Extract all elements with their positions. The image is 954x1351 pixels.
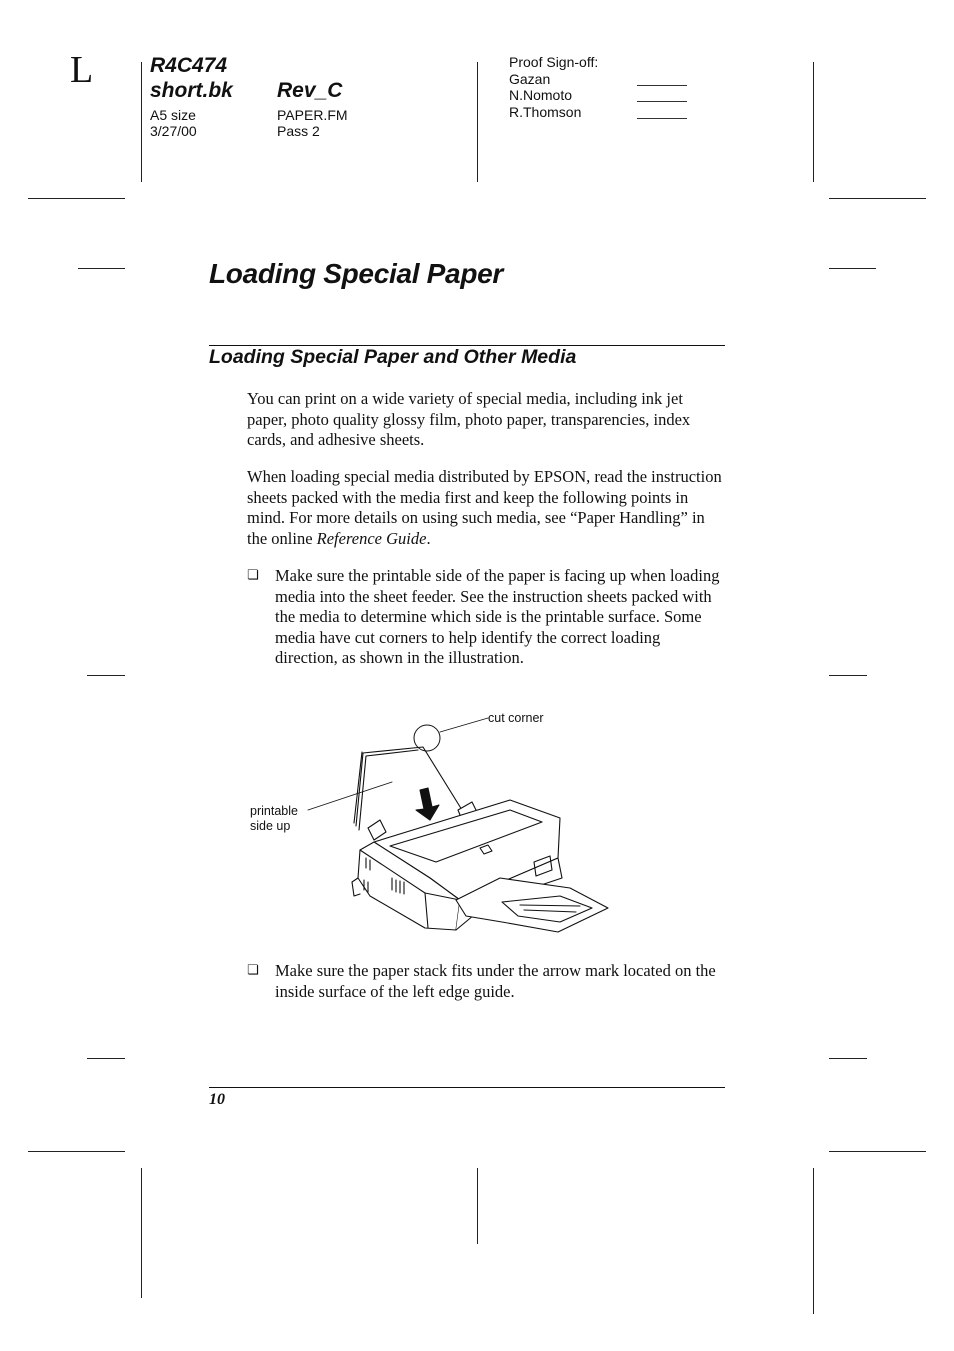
signoff-line [637, 118, 687, 119]
crop-mark [28, 198, 125, 199]
crop-mark [477, 62, 478, 182]
crop-mark [829, 675, 867, 676]
label-printable: printable [250, 804, 298, 818]
crop-mark [829, 1058, 867, 1059]
printer-illustration [240, 700, 630, 945]
crop-mark [141, 1168, 142, 1298]
header-book: short.bk [150, 79, 233, 102]
page-title: Loading Special Paper [209, 258, 504, 289]
crop-mark [141, 62, 142, 182]
crop-mark [78, 268, 125, 269]
proof-name: Gazan [509, 71, 551, 87]
bullet-checkbox-icon: ❏ [247, 963, 259, 978]
label-cut-corner: cut corner [488, 711, 544, 725]
paragraph-text: When loading special media distributed by EPSON, read the instruction sheets packed with the media first and keep the following points in mind. For more details on using such media, see “Paper Handling” in the online [247, 467, 722, 548]
header-size: A5 size [150, 107, 196, 123]
crop-mark [829, 1151, 926, 1152]
paragraph-end: . [426, 528, 431, 548]
bullet-checkbox-icon: ❏ [247, 568, 259, 583]
section-heading: Loading Special Paper and Other Media [209, 346, 577, 368]
label-side-up: side up [250, 819, 291, 833]
footer-rule [209, 1087, 725, 1088]
header-date: 3/27/00 [150, 123, 197, 139]
crop-mark [829, 198, 926, 199]
reference-guide-title: Reference Guide [316, 528, 427, 548]
header-file: PAPER.FM [277, 107, 348, 123]
signoff-line [637, 101, 687, 102]
bullet-item: Make sure the paper stack fits under the arrow mark located on the inside surface of the left edge guide. [275, 961, 716, 1001]
paragraph-intro: You can print on a wide variety of special media, including ink jet paper, photo quality glossy film, photo paper, transparencies, index cards, and adhesive sheets. [247, 389, 691, 449]
margin-letter: L [70, 49, 94, 91]
crop-mark [813, 1168, 814, 1314]
proof-name: N.Nomoto [509, 87, 573, 103]
header-rev: Rev_C [277, 79, 343, 102]
crop-mark [829, 268, 876, 269]
bullet-item: Make sure the printable side of the paper is facing up when loading media into the sheet feeder. See the instruction sheets packed with the media to determine which side is the printable surface. Some media have cut corners to help identify the correct loading direction, as shown in the illustration. [275, 566, 720, 667]
signoff-line [637, 85, 687, 86]
crop-mark [87, 1058, 125, 1059]
crop-mark [28, 1151, 125, 1152]
proof-name: R.Thomson [509, 104, 582, 120]
crop-mark [477, 1168, 478, 1244]
paragraph-instructions [247, 467, 725, 549]
page-number: 10 [209, 1091, 225, 1108]
proof-title: Proof Sign-off: [509, 54, 599, 70]
header-code: R4C474 [150, 54, 228, 77]
crop-mark [813, 62, 814, 182]
crop-mark [87, 675, 125, 676]
header-pass: Pass 2 [277, 123, 320, 139]
